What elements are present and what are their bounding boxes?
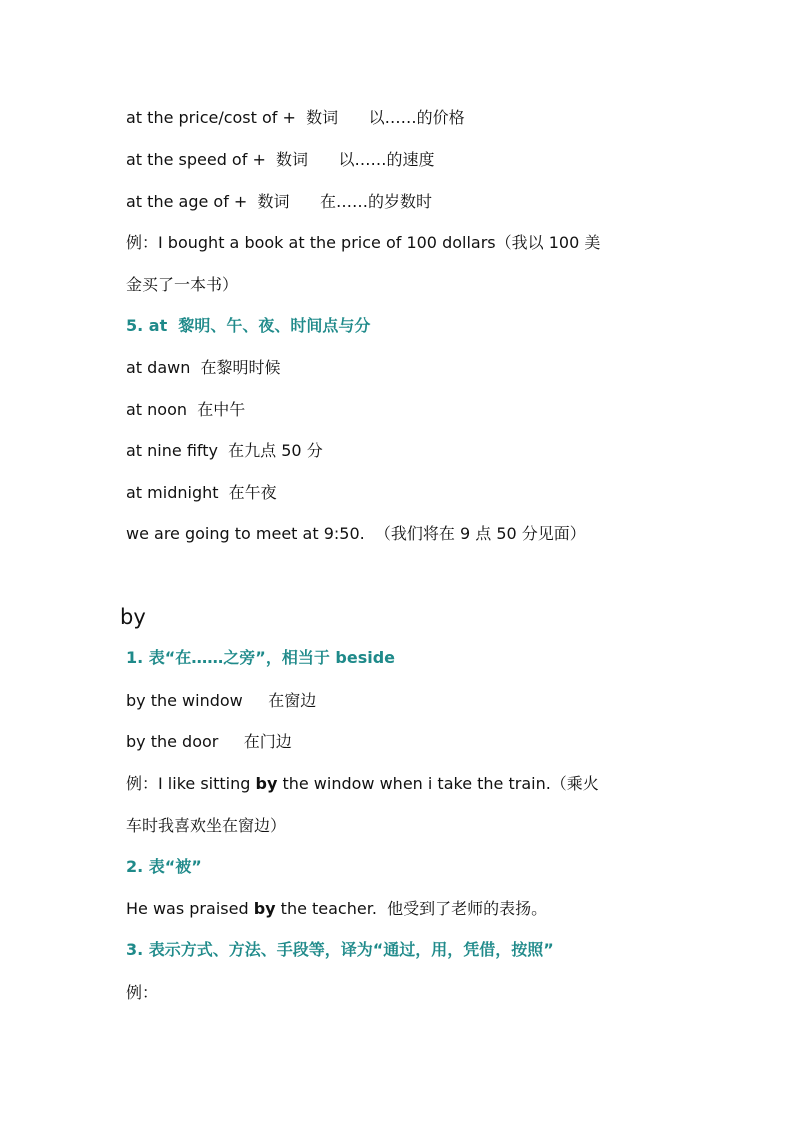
- example-praised-before: He was praised: [126, 899, 254, 918]
- example-praised: [126, 899, 547, 919]
- example-price: 例：I bought a book at the price of 100 dollars（我以 100 美: [126, 233, 601, 252]
- example-label: 例：: [126, 983, 159, 1002]
- example-meet: we are going to meet at 9:50. （我们将在 9 点 50 分见面）: [126, 524, 586, 543]
- example-praised-after: the teacher. 他受到了老师的表扬。: [275, 899, 548, 918]
- example-by-window: [126, 774, 599, 794]
- example-price-cont: 金买了一本书）: [126, 275, 239, 294]
- phrase-by-window: by the window 在窗边: [126, 691, 317, 710]
- example-by-window-bold: by: [255, 774, 278, 793]
- example-by-window-cont: 车时我喜欢坐在窗边）: [126, 816, 287, 835]
- phrase-speed: at the speed of + 数词 以……的速度: [126, 150, 435, 169]
- phrase-midnight: at midnight 在午夜: [126, 483, 277, 502]
- section-heading-by-3: 3. 表示方式、方法、手段等，译为“通过，用，凭借，按照”: [126, 940, 554, 959]
- section-title-by: by: [120, 605, 146, 629]
- phrase-age: at the age of + 数词 在……的岁数时: [126, 192, 433, 211]
- phrase-dawn: at dawn 在黎明时候: [126, 358, 281, 377]
- section-heading-at-5: 5. at 黎明、午、夜、时间点与分: [126, 316, 371, 335]
- phrase-price: at the price/cost of + 数词 以……的价格: [126, 108, 465, 127]
- phrase-by-door: by the door 在门边: [126, 732, 292, 751]
- phrase-noon: at noon 在中午: [126, 400, 246, 419]
- example-by-window-before: 例：I like sitting: [126, 774, 256, 793]
- example-by-window-after: the window when i take the train.（乘火: [277, 774, 599, 793]
- section-heading-by-1: 1. 表“在……之旁”，相当于 beside: [126, 648, 396, 667]
- phrase-nine-fifty: at nine fifty 在九点 50 分: [126, 441, 323, 460]
- example-praised-bold: by: [253, 899, 276, 918]
- section-heading-by-2: 2. 表“被”: [126, 857, 202, 876]
